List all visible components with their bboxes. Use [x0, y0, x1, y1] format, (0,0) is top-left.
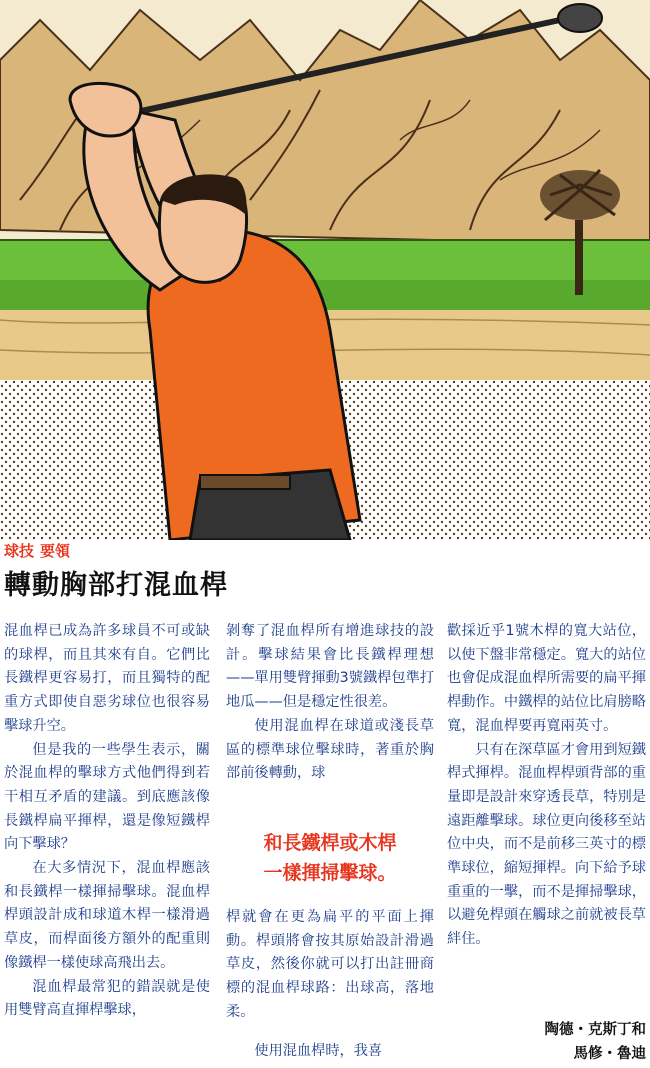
byline-line-2: 馬修・魯迪 [573, 1046, 646, 1062]
paragraph-10: 只有在深草區才會用到短鐵桿式揮桿。混血桿桿頭背部的重量即是設計來穿透長草，特別是遠距離擊球。球位更向後移至站位中央，而不是前移三英寸的標準球位，縮短揮桿。向下給予球重重的一擊，而不是揮掃擊球，以避免桿頭在觸球之前就被長草絆住。 [447, 741, 646, 948]
article-column-1 [4, 620, 210, 1023]
paragraph-8: 使用混血桿時，我喜 [254, 1043, 383, 1059]
paragraph-1: 混血桿已成為許多球員不可或缺的球桿，而且其來有自。它們比長鐵桿更容易打，而且獨特的配重方式即使自惡劣球位也很容易擊球升空。 [4, 623, 210, 734]
pull-quote [226, 828, 434, 888]
pull-quote-line-2: 一樣揮掃擊球。 [263, 862, 397, 884]
article-title: 轉動胸部打混血桿 [4, 570, 228, 601]
paragraph-2: 但是我的一些學生表示，關於混血桿的擊球方式他們得到若干相互矛盾的建議。到底應該像長鐵桿扁平揮桿，還是像短鐵桿向下擊球？ [4, 741, 210, 853]
article-column-3 [447, 620, 646, 952]
paragraph-9: 歡採近乎1號木桿的寬大站位，以使下盤非常穩定。寬大的站位也會促成混血桿所需要的扁平揮桿動作。中鐵桿的站位比肩膀略寬，混血桿要再寬兩英寸。 [447, 623, 646, 734]
article-column-2-top [226, 620, 434, 786]
section-tag-tips: 要領 [40, 542, 71, 560]
author-byline [470, 1018, 646, 1066]
byline-line-1: 陶德・克斯丁和 [544, 1022, 646, 1038]
paragraph-3: 在大多情況下，混血桿應該和長鐵桿一樣揮掃擊球。混血桿桿頭設計成和球道木桿一樣滑過草皮，而桿面後方額外的配重則像鐵桿一樣使球高飛出去。 [4, 860, 210, 971]
article-column-2-last [226, 1040, 434, 1064]
paragraph-6: 使用混血桿在球道或淺長草區的標準球位擊球時，著重於胸部前後轉動，球 [226, 717, 434, 782]
paragraph-7: 桿就會在更為扁平的平面上揮動。桿頭將會按其原始設計滑過草皮，然後你就可以打出註冊商標的混血桿球路：出球高，落地柔。 [226, 909, 434, 1020]
section-tag-technique: 球技 [4, 542, 35, 560]
paragraph-4: 混血桿最常犯的錯誤就是使用雙臂高直揮桿擊球， [4, 978, 210, 1019]
paragraph-5: 剝奪了混血桿所有增進球技的設計。擊球結果會比長鐵桿理想——單用雙臂揮動3號鐵桿包準打地瓜——但是穩定性很差。 [226, 623, 434, 711]
section-label [4, 540, 76, 561]
pull-quote-line-1: 和長鐵桿或木桿 [263, 832, 397, 854]
article-column-2-bottom [226, 906, 434, 1025]
